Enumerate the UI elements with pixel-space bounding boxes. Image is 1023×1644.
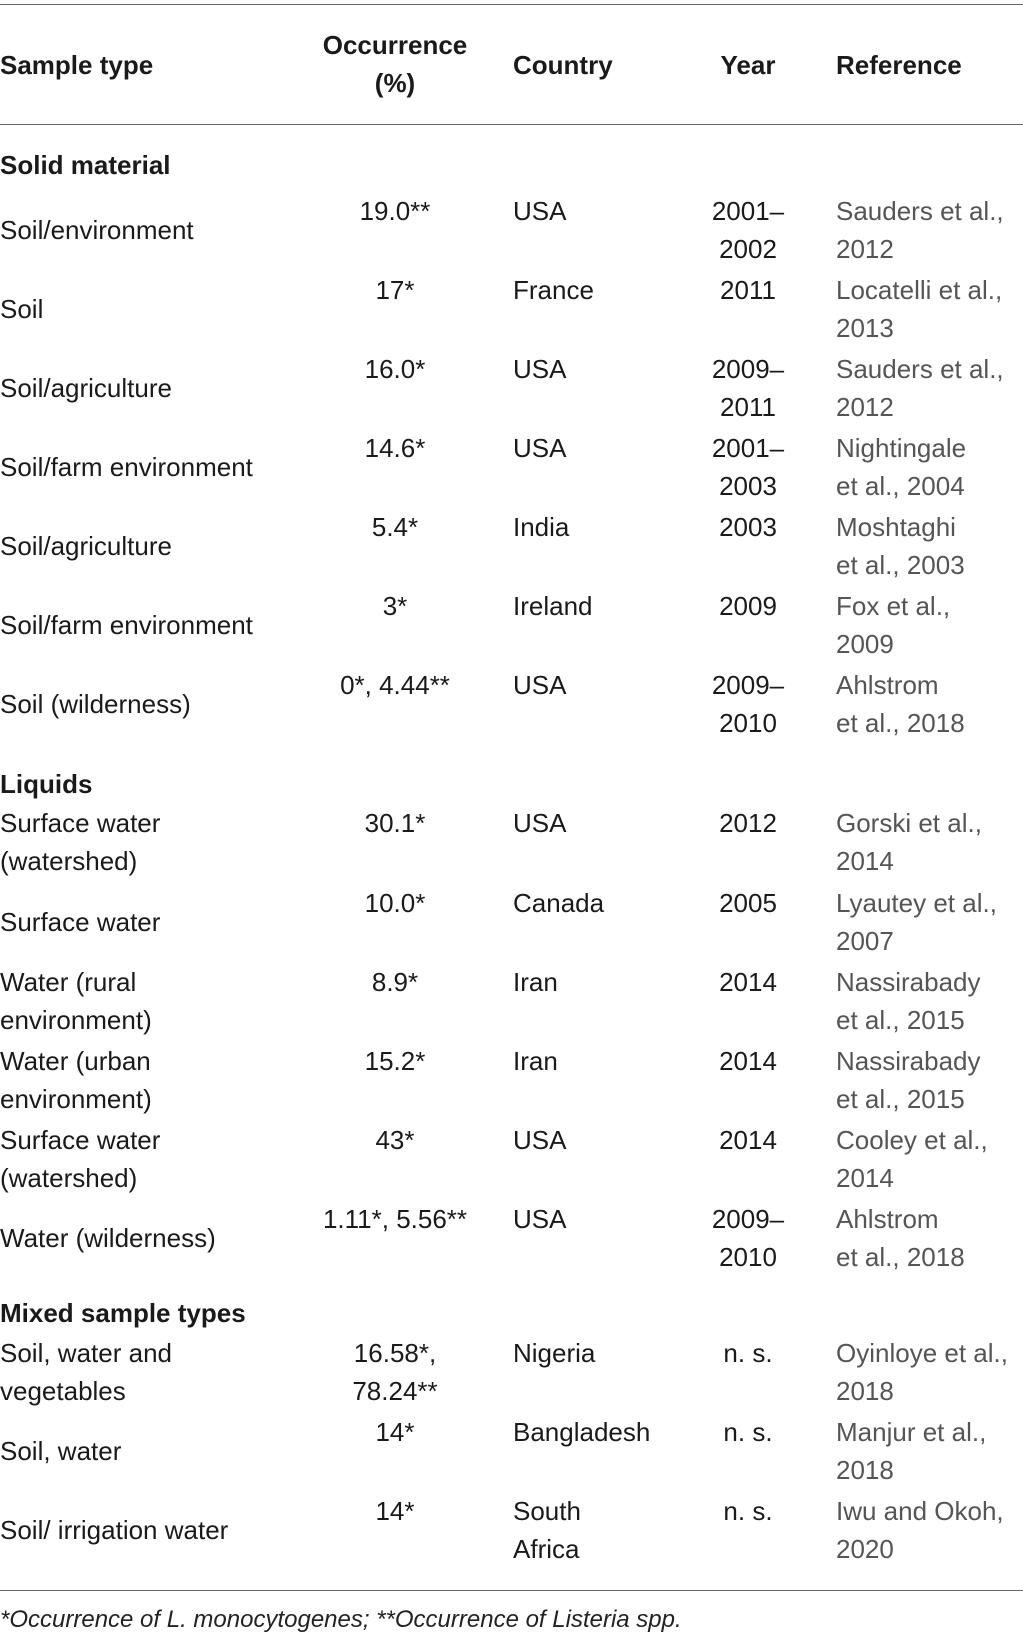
cell-year: n. s. <box>723 1496 773 1526</box>
cell-year: n. s. <box>723 1417 773 1447</box>
cell-sample-type: Soil (wilderness) <box>0 689 191 719</box>
cell-occurrence: 14.6* <box>364 433 426 463</box>
cell-reference: et al., 2003 <box>836 550 965 580</box>
cell-year: 2009– <box>711 670 785 700</box>
cell-sample-type: Surface water <box>0 907 161 937</box>
cell-year: 2005 <box>719 888 777 918</box>
cell-occurrence: 8.9* <box>371 967 419 997</box>
cell-sample-type: Soil/environment <box>0 215 194 245</box>
cell-reference: Locatelli et al., <box>836 275 1003 305</box>
cell-reference: et al., 2018 <box>836 708 965 738</box>
header-sample-type: Sample type <box>0 50 154 80</box>
cell-sample-type: Water (rural <box>0 967 137 997</box>
section-title: Solid material <box>0 150 171 180</box>
cell-country: Nigeria <box>513 1338 596 1368</box>
cell-sample-type: Soil/agriculture <box>0 373 172 403</box>
cell-year: 2001– <box>711 433 785 463</box>
cell-reference: 2014 <box>836 1163 894 1193</box>
cell-reference: 2009 <box>836 629 894 659</box>
cell-year: 2001– <box>711 196 785 226</box>
cell-occurrence: 16.0* <box>364 354 426 384</box>
cell-occurrence: 1.11*, 5.56** <box>322 1204 468 1234</box>
cell-country: Africa <box>513 1534 580 1564</box>
cell-reference: Oyinloye et al., <box>836 1338 1008 1368</box>
cell-year: 2014 <box>719 1046 777 1076</box>
cell-country: Bangladesh <box>513 1417 651 1447</box>
cell-sample-type: Soil/agriculture <box>0 531 172 561</box>
cell-sample-type: Water (wilderness) <box>0 1223 216 1253</box>
cell-sample-type: Soil/farm environment <box>0 452 253 482</box>
cell-occurrence: 0*, 4.44** <box>340 670 450 700</box>
top-rule <box>0 4 1023 5</box>
cell-reference: Iwu and Okoh, <box>836 1496 1004 1526</box>
cell-country: Ireland <box>513 591 593 621</box>
cell-reference: 2018 <box>836 1455 894 1485</box>
bottom-rule <box>0 1590 1023 1591</box>
cell-occurrence: 15.2* <box>364 1046 426 1076</box>
cell-sample-type: (watershed) <box>0 1163 138 1193</box>
header-country: Country <box>513 50 613 80</box>
cell-reference: Fox et al., <box>836 591 951 621</box>
cell-year: 2003 <box>719 471 777 501</box>
cell-country: France <box>513 275 594 305</box>
header-reference: Reference <box>836 50 962 80</box>
cell-year: 2011 <box>720 392 776 422</box>
cell-reference: Nightingale <box>836 433 967 463</box>
cell-year: n. s. <box>723 1338 773 1368</box>
cell-reference: Sauders et al., <box>836 196 1004 226</box>
cell-occurrence: 5.4* <box>371 512 419 542</box>
cell-country: USA <box>513 196 567 226</box>
cell-year: 2010 <box>719 708 777 738</box>
cell-reference: Nassirabady <box>836 1046 981 1076</box>
cell-year: 2011 <box>720 275 776 305</box>
header-occurrence-unit: (%) <box>374 68 416 98</box>
cell-country: India <box>513 512 570 542</box>
cell-year: 2003 <box>719 512 777 542</box>
cell-country: South <box>513 1496 581 1526</box>
cell-occurrence: 14* <box>375 1496 415 1526</box>
cell-country: USA <box>513 354 567 384</box>
cell-year: 2009– <box>711 354 785 384</box>
cell-sample-type: Surface water <box>0 1125 161 1155</box>
cell-year: 2009– <box>711 1204 785 1234</box>
cell-sample-type: Surface water <box>0 808 161 838</box>
cell-reference: et al., 2015 <box>836 1005 965 1035</box>
cell-reference: 2013 <box>836 313 894 343</box>
cell-reference: Ahlstrom <box>836 1204 939 1234</box>
cell-sample-type: Soil <box>0 294 44 324</box>
header-rule <box>0 124 1023 125</box>
cell-year: 2014 <box>719 1125 777 1155</box>
cell-reference: Ahlstrom <box>836 670 939 700</box>
cell-occurrence: 16.58*, <box>353 1338 437 1368</box>
cell-country: Iran <box>513 1046 558 1076</box>
cell-reference: et al., 2018 <box>836 1242 965 1272</box>
cell-reference: 2007 <box>836 926 894 956</box>
cell-occurrence: 19.0** <box>359 196 431 226</box>
cell-reference: Sauders et al., <box>836 354 1004 384</box>
cell-country: Iran <box>513 967 558 997</box>
cell-country: USA <box>513 433 567 463</box>
table-footnote: *Occurrence of L. monocytogenes; **Occurrence of Listeria spp. <box>0 1606 682 1633</box>
cell-country: Canada <box>513 888 605 918</box>
cell-country: USA <box>513 670 567 700</box>
cell-reference: 2012 <box>836 234 894 264</box>
cell-sample-type: Soil, water and <box>0 1338 172 1368</box>
cell-occurrence: 17* <box>375 275 415 305</box>
cell-reference: Nassirabady <box>836 967 981 997</box>
cell-sample-type: Water (urban <box>0 1046 151 1076</box>
cell-sample-type: Soil/farm environment <box>0 610 253 640</box>
cell-reference: 2018 <box>836 1376 894 1406</box>
section-title: Liquids <box>0 769 93 799</box>
cell-occurrence: 10.0* <box>364 888 426 918</box>
cell-sample-type: Soil/ irrigation water <box>0 1515 229 1545</box>
cell-occurrence: 3* <box>382 591 408 621</box>
cell-year: 2012 <box>719 808 777 838</box>
cell-reference: 2014 <box>836 846 894 876</box>
cell-sample-type: vegetables <box>0 1376 126 1406</box>
section-title: Mixed sample types <box>0 1298 246 1328</box>
cell-reference: Cooley et al., <box>836 1125 988 1155</box>
cell-country: USA <box>513 1125 567 1155</box>
cell-sample-type: environment) <box>0 1005 152 1035</box>
cell-reference: 2012 <box>836 392 894 422</box>
cell-sample-type: (watershed) <box>0 846 138 876</box>
cell-sample-type: Soil, water <box>0 1436 122 1466</box>
cell-occurrence: 14* <box>375 1417 415 1447</box>
cell-occurrence: 30.1* <box>364 808 426 838</box>
cell-reference: et al., 2004 <box>836 471 965 501</box>
cell-reference: Moshtaghi <box>836 512 956 542</box>
cell-reference: et al., 2015 <box>836 1084 965 1114</box>
cell-year: 2002 <box>719 234 777 264</box>
cell-occurrence: 78.24** <box>352 1376 438 1406</box>
cell-reference: Lyautey et al., <box>836 888 997 918</box>
cell-year: 2009 <box>719 591 777 621</box>
cell-year: 2014 <box>719 967 777 997</box>
cell-reference: 2020 <box>836 1534 894 1564</box>
cell-reference: Manjur et al., <box>836 1417 987 1447</box>
cell-sample-type: environment) <box>0 1084 152 1114</box>
header-year: Year <box>720 50 776 80</box>
cell-reference: Gorski et al., <box>836 808 982 838</box>
cell-country: USA <box>513 1204 567 1234</box>
cell-occurrence: 43* <box>375 1125 415 1155</box>
cell-year: 2010 <box>719 1242 777 1272</box>
header-occurrence: Occurrence <box>322 30 468 60</box>
cell-country: USA <box>513 808 567 838</box>
